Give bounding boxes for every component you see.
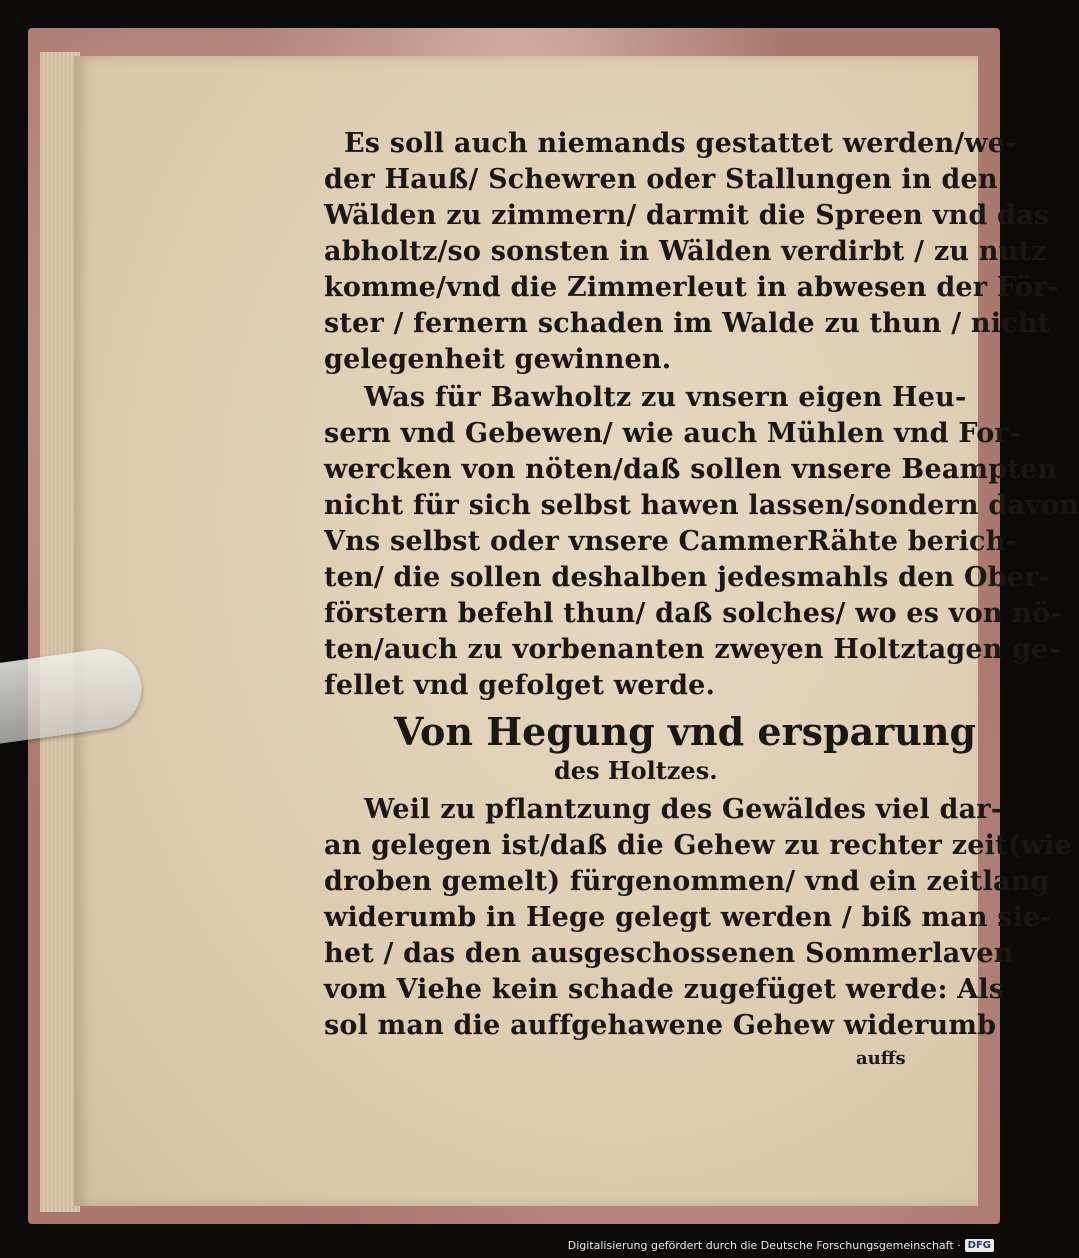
text-line: sol man die auffgehawene Gehew widerumb	[324, 1010, 997, 1041]
catchword: auffs	[856, 1048, 906, 1069]
text-line: ten/ die sollen deshalben jedesmahls den Ober-	[324, 562, 1050, 593]
text-line: Vns selbst oder vnsere CammerRähte berich-	[324, 526, 1017, 557]
footer-text: Digitalisierung gefördert durch die Deutsche Forschungsgemeinschaft ·	[567, 1239, 961, 1252]
text-line: Was für Bawholtz zu vnsern eigen Heu-	[364, 382, 967, 413]
footer-credit	[568, 1239, 994, 1252]
text-line: vom Viehe kein schade zugefüget werde: Als	[324, 974, 1005, 1005]
text-line: ten/auch zu vorbenanten zweyen Holtztagen ge-	[324, 634, 1061, 665]
section-heading: Von Hegung vnd ersparung	[394, 709, 977, 754]
text-line: Es soll auch niemands gestattet werden/we-	[344, 128, 1017, 159]
text-line: an gelegen ist/daß die Gehew zu rechter zeit(wie	[324, 830, 1072, 861]
text-line: ster / fernern schaden im Walde zu thun / nicht	[324, 308, 1051, 339]
book-page	[74, 56, 1079, 1206]
text-line: het / das den ausgeschossenen Sommerlaven	[324, 938, 1014, 969]
text-line: Wälden zu zimmern/ darmit die Spreen vnd das	[324, 200, 1050, 231]
text-line: abholtz/so sonsten in Wälden verdirbt / zu nutz	[324, 236, 1047, 267]
text-line: droben gemelt) fürgenommen/ vnd ein zeitlang	[324, 866, 1050, 897]
text-line: nicht für sich selbst hawen lassen/sondern davon	[324, 490, 1079, 521]
text-line: komme/vnd die Zimmerleut in abwesen der För-	[324, 272, 1059, 303]
dfg-logo: DFG	[965, 1239, 994, 1252]
text-line: gelegenheit gewinnen.	[324, 344, 672, 375]
text-line: wercken von nöten/daß sollen vnsere Beampten	[324, 454, 1058, 485]
text-line: der Hauß/ Schewren oder Stallungen in den	[324, 164, 998, 195]
text-line: fellet vnd gefolget werde.	[324, 670, 716, 701]
text-line: sern vnd Gebewen/ wie auch Mühlen vnd For-	[324, 418, 1021, 449]
text-line: förstern befehl thun/ daß solches/ wo es von nö-	[324, 598, 1062, 629]
section-subheading: des Holtzes.	[554, 756, 718, 785]
text-line: Weil zu pflantzung des Gewäldes viel dar-	[364, 794, 1003, 825]
text-line: widerumb in Hege gelegt werden / biß man sie-	[324, 902, 1052, 933]
